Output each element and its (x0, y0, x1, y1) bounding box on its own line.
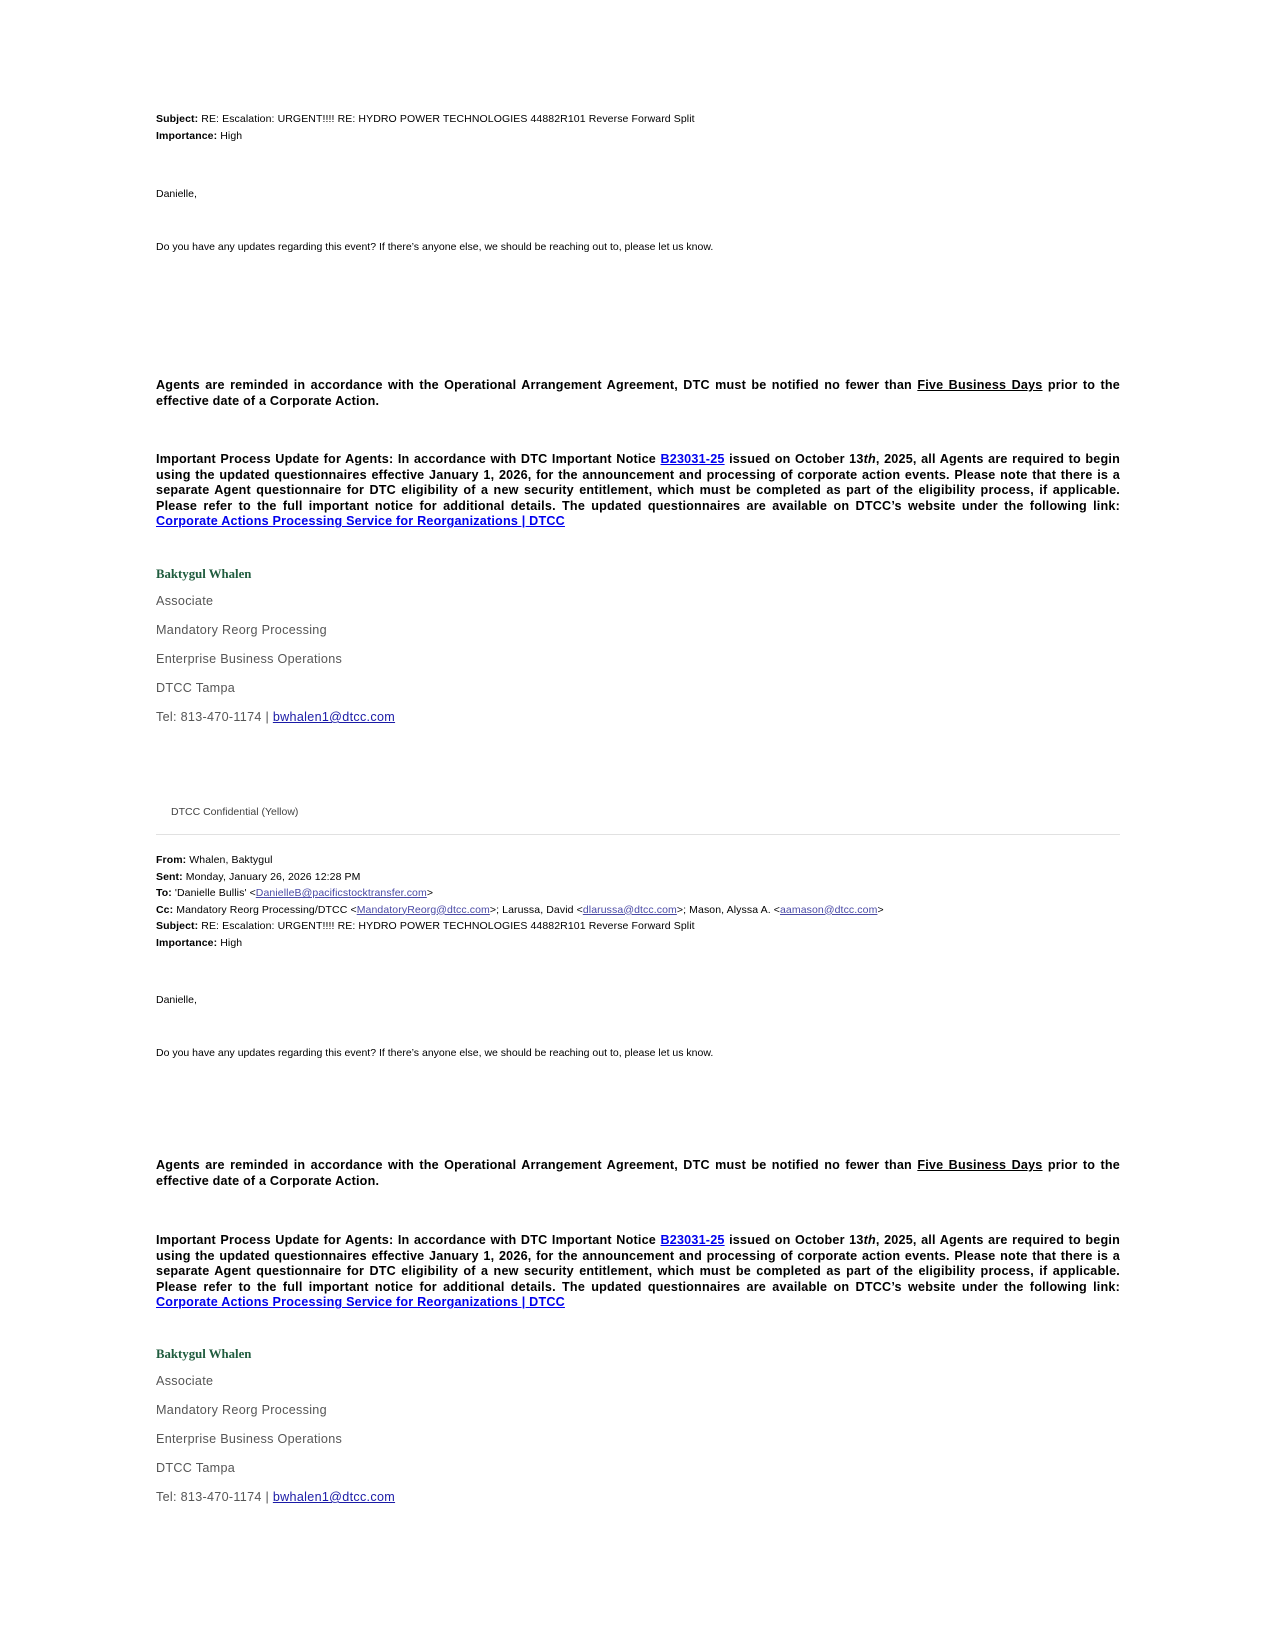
classification-label: DTCC Confidential (Yellow) (171, 806, 299, 818)
cc-line: Cc: Mandatory Reorg Processing/DTCC <MandatoryReorg@dtcc.com>; Larussa, David <dlarussa@dtcc.com>; Mason, Alyssa A. <aamason@dtcc.com> (156, 903, 884, 916)
subject-line: Subject: RE: Escalation: URGENT!!!! RE: HYDRO POWER TECHNOLOGIES 44882R101 Reverse Forward Split (156, 113, 695, 125)
signature-email-link[interactable]: bwhalen1@dtcc.com (272, 1490, 396, 1504)
service-link[interactable]: Corporate Actions Processing Service for Reorganizations | DTCC (156, 514, 565, 529)
to-email-link[interactable]: DanielleB@pacificstocktransfer.com (255, 887, 427, 899)
signature-name: Baktygul Whalen (156, 567, 252, 581)
signature-location: DTCC Tampa (156, 1461, 236, 1475)
five-business-days: Five Business Days (917, 1158, 1043, 1172)
signature-dept: Mandatory Reorg Processing (156, 623, 327, 637)
signature-division: Enterprise Business Operations (156, 1432, 343, 1446)
divider (156, 834, 1120, 835)
subject-line-forwarded: Subject: RE: Escalation: URGENT!!!! RE: HYDRO POWER TECHNOLOGIES 44882R101 Reverse Forward Split (156, 920, 695, 932)
to-line: To: 'Danielle Bullis' <DanielleB@pacificstocktransfer.com> (156, 887, 434, 899)
signature (156, 567, 1120, 732)
email-header-forwarded (156, 852, 1120, 951)
cc-email-link-1[interactable]: MandatoryReorg@dtcc.com (356, 903, 490, 916)
cc-email-link-3[interactable]: aamason@dtcc.com (779, 903, 878, 916)
email-header-top (156, 111, 1120, 144)
from-line: From: Whalen, Baktygul (156, 854, 273, 866)
five-business-days: Five Business Days (917, 378, 1043, 392)
signature-location: DTCC Tampa (156, 681, 236, 695)
greeting-forwarded: Danielle, (156, 994, 197, 1006)
signature-forwarded (156, 1347, 1120, 1512)
notice-link[interactable]: B23031-25 (660, 452, 725, 466)
signature-title: Associate (156, 594, 214, 608)
greeting: Danielle, (156, 188, 197, 200)
signature-contact: Tel: 813-470-1174 | bwhalen1@dtcc.com (156, 1490, 396, 1504)
agent-reminder: Agents are reminded in accordance with the Operational Arrangement Agreement, DTC must be notified no fewer than Five Business Days prior to the effective date of a Corporate Action. (156, 378, 1121, 408)
signature-title: Associate (156, 1374, 214, 1388)
process-update-forwarded: Important Process Update for Agents: In accordance with DTC Important Notice B23031-25 issued on October 13th, 2025, all Agents are required to begin using the updated questionnaires effective January 1, 2026, for the announcement and processing of corporate action events. Please note that there is a separate Agent questionnaire for DTC eligibility of a new security entitlement, which must be completed as part of the eligibility process, if applicable. Please refer to the full important notice for additional details. The updated questionnaires are available on DTCC’s website under the following link: Corporate Actions Processing Service for Reorganizations | DTCC (156, 1233, 1120, 1310)
signature-dept: Mandatory Reorg Processing (156, 1403, 327, 1417)
sent-line: Sent: Monday, January 26, 2026 12:28 PM (156, 870, 361, 883)
signature-email-link[interactable]: bwhalen1@dtcc.com (272, 710, 396, 724)
message-body-forwarded: Do you have any updates regarding this event? If there’s anyone else, we should be reaching out to, please let us know. (156, 1047, 714, 1059)
signature-contact: Tel: 813-470-1174 | bwhalen1@dtcc.com (156, 710, 396, 724)
cc-email-link-2[interactable]: dlarussa@dtcc.com (582, 903, 677, 916)
signature-division: Enterprise Business Operations (156, 652, 343, 666)
importance-line-forwarded: Importance: High (156, 936, 243, 949)
signature-name: Baktygul Whalen (156, 1347, 252, 1361)
message-body: Do you have any updates regarding this event? If there’s anyone else, we should be reaching out to, please let us know. (156, 241, 714, 253)
service-link[interactable]: Corporate Actions Processing Service for Reorganizations | DTCC (156, 1295, 565, 1310)
importance-line: Importance: High (156, 129, 243, 142)
notice-link[interactable]: B23031-25 (660, 1233, 725, 1247)
process-update: Important Process Update for Agents: In accordance with DTC Important Notice B23031-25 issued on October 13th, 2025, all Agents are required to begin using the updated questionnaires effective January 1, 2026, for the announcement and processing of corporate action events. Please note that there is a separate Agent questionnaire for DTC eligibility of a new security entitlement, which must be completed as part of the eligibility process, if applicable. Please refer to the full important notice for additional details. The updated questionnaires are available on DTCC’s website under the following link: Corporate Actions Processing Service for Reorganizations | DTCC (156, 452, 1120, 529)
agent-reminder-forwarded: Agents are reminded in accordance with the Operational Arrangement Agreement, DTC must be notified no fewer than Five Business Days prior to the effective date of a Corporate Action. (156, 1158, 1121, 1188)
